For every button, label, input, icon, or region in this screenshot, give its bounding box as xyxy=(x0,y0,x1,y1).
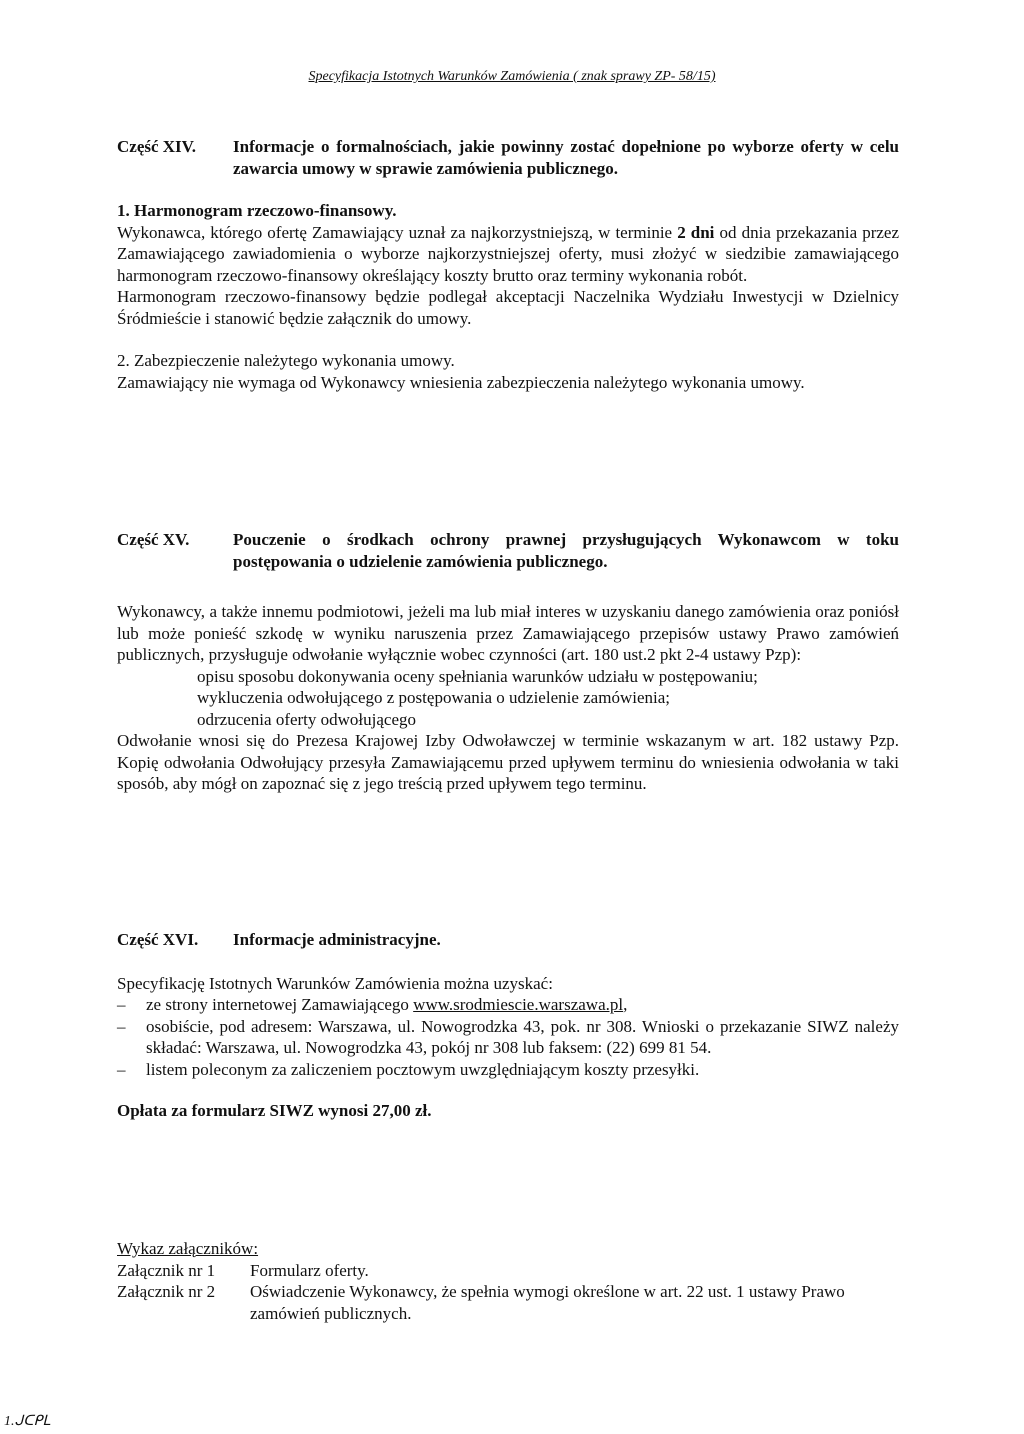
attachment-title: Formularz oferty. xyxy=(250,1260,369,1280)
subsection-1-text xyxy=(117,222,899,287)
attachments-heading: Wykaz załączników: xyxy=(117,1239,259,1258)
text-part: , xyxy=(623,995,628,1014)
section-xv-heading: Pouczenie o środkach ochrony prawnej przysługujących Wykonawcom w toku postępowania o udzielenie zamówienia publicznego. xyxy=(233,530,899,571)
section-xvi-intro: Specyfikację Istotnych Warunków Zamówienia można uzyskać: xyxy=(117,973,553,993)
section-xv xyxy=(117,529,899,795)
subsection-2-heading: 2. Zabezpieczenie należytego wykonania umowy. xyxy=(117,351,455,370)
subsection-1-heading: 1. Harmonogram rzeczowo-finansowy. xyxy=(117,201,397,220)
subsection-1-text-2: Harmonogram rzeczowo-finansowy będzie podlegał akceptacji Naczelnika Wydziału Inwestycji w Dzielnicy Śródmieście i stanowić będzie załącznik do umowy. xyxy=(117,287,899,328)
section-xv-paragraph-2: Odwołanie wnosi się do Prezesa Krajowej Izby Odwoławczej w terminie wskazanym w art. 182 ustawy Pzp. Kopię odwołania Odwołujący przesyła Zamawiającemu przed upływem terminu do wniesienia odwołania w taki sposób, aby mógł on zapoznać się z jego treścią przed upływem tego terminu. xyxy=(117,731,899,793)
list-item-text xyxy=(146,994,899,1016)
list-item xyxy=(117,994,899,1016)
attachment-number: Załącznik nr 1 xyxy=(117,1260,216,1280)
section-xvi xyxy=(117,929,899,1122)
dash-marker: – xyxy=(117,995,126,1014)
list-item-text: listem poleconym za zaliczeniem pocztowym uwzględniającym koszty przesyłki. xyxy=(146,1059,700,1079)
attachment-title: Oświadczenie Wykonawcy, że spełnia wymogi określone w art. 22 ust. 1 ustawy Prawo zamówień publicznych. xyxy=(250,1282,845,1323)
attachment-row xyxy=(117,1260,899,1282)
attachment-number: Załącznik nr 2 xyxy=(117,1282,216,1301)
text-part: ze strony internetowej Zamawiającego xyxy=(146,995,414,1014)
section-xvi-heading: Informacje administracyjne. xyxy=(233,930,441,949)
text-bold-part: 2 dni xyxy=(677,222,715,242)
section-xv-label: Część XV. xyxy=(117,530,190,549)
section-xiv xyxy=(117,136,899,393)
attachments xyxy=(117,1238,899,1324)
list-item xyxy=(117,1059,899,1081)
list-item xyxy=(117,1016,899,1059)
section-xvi-label: Część XVI. xyxy=(117,930,199,949)
sources-list xyxy=(117,994,899,1080)
section-xiv-label: Część XIV. xyxy=(117,137,197,156)
section-xv-paragraph-1: Wykonawcy, a także innemu podmiotowi, jeżeli ma lub miał interes w uzyskaniu danego zamówienia oraz poniósł lub może ponieść szkodę w wyniku naruszenia przez Zamawiającego przepisów ustawy Prawo zamówień publicznych, przysługuje odwołanie wyłącznie wobec czynności (art. 180 ust.2 pkt 2-4 ustawy Pzp): xyxy=(117,602,899,664)
section-xv-item: wykluczenia odwołującego z postępowania o udzielenie zamówienia; xyxy=(197,688,670,707)
section-xv-item: odrzucenia oferty odwołującego xyxy=(197,709,417,729)
section-xiv-heading: Informacje o formalnościach, jakie powinny zostać dopełnione po wyborze oferty w celu zawarcia umowy w sprawie zamówienia publicznego. xyxy=(233,137,899,178)
subsection-2-text: Zamawiający nie wymaga od Wykonawcy wniesienia zabezpieczenia należytego wykonania umowy. xyxy=(117,372,805,392)
section-xiv-title xyxy=(117,136,899,179)
fee-info: Opłata za formularz SIWZ wynosi 27,00 zł. xyxy=(117,1101,432,1120)
dash-marker: – xyxy=(117,1059,126,1079)
text-part: od dnia przekazania przez Zamawiającego zawiadomienia o wyborze najkorzystniejszej oferty, musi złożyć w siedzibie zamawiającego harmonogram rzeczowo-finansowy określający koszty brutto oraz terminy wykonania robót. xyxy=(117,222,899,285)
section-xv-item: opisu sposobu dokonywania oceny spełniania warunków udziału w postępowaniu; xyxy=(197,666,758,686)
section-xvi-title xyxy=(117,929,899,951)
section-xv-title xyxy=(117,529,899,572)
dash-marker: – xyxy=(117,1016,126,1036)
list-item-text: osobiście, pod adresem: Warszawa, ul. Nowogrodzka 43, pok. nr 308. Wnioski o przekazanie SIWZ należy składać: Warszawa, ul. Nowogrodzka 43, pokój nr 308 lub faksem: (22) 699 81 54. xyxy=(146,1016,899,1057)
website-link[interactable]: www.srodmiescie.warszawa.pl xyxy=(413,995,624,1014)
page-header: Specyfikacja Istotnych Warunków Zamówienia ( znak sprawy ZP- 58/15) xyxy=(308,69,716,84)
page-initials: 1.ᒍᑕᑭᒪ xyxy=(4,1414,51,1429)
attachment-row xyxy=(117,1281,899,1324)
text-part: Wykonawca, którego ofertę Zamawiający uznał za najkorzystniejszą, w terminie xyxy=(117,222,678,242)
